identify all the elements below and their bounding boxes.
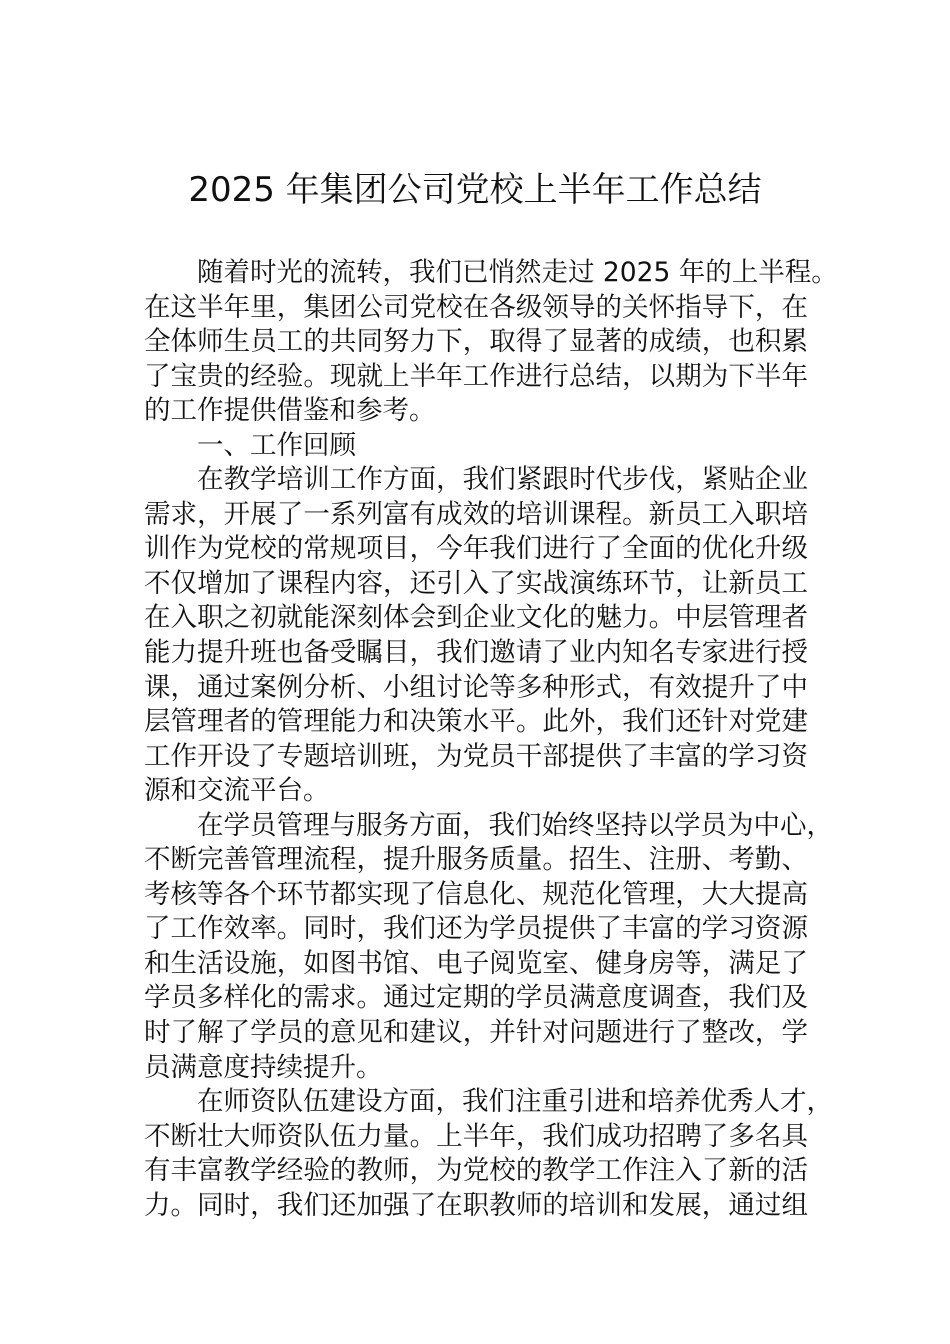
body-text-line: 随着时光的流转，我们已悄然走过 2025 年的上半程。 [197, 257, 838, 288]
body-text-line: 全体师生员工的共同努力下，取得了显著的成绩，也积累 [144, 326, 808, 358]
body-text-line: 的工作提供借鉴和参考。 [144, 395, 436, 427]
body-text-line: 课，通过案例分析、小组讨论等多种形式，有效提升了中 [144, 671, 808, 703]
body-text-line: 一、工作回顾 [197, 429, 356, 461]
body-text-line: 在这半年里，集团公司党校在各级领导的关怀指导下，在 [144, 291, 808, 323]
body-text-line: 源和交流平台。 [144, 775, 330, 807]
body-text-line: 不断完善管理流程，提升服务质量。招生、注册、考勤、 [144, 844, 808, 876]
body-text-line: 不仅增加了课程内容，还引入了实战演练环节，让新员工 [144, 567, 808, 599]
body-text-line: 在师资队伍建设方面，我们注重引进和培养优秀人才， [197, 1086, 833, 1118]
body-text-line: 需求，开展了一系列富有成效的培训课程。新员工入职培 [144, 498, 808, 530]
body-text-line: 能力提升班也备受瞩目，我们邀请了业内知名专家进行授 [144, 637, 808, 669]
body-text-line: 力。同时，我们还加强了在职教师的培训和发展，通过组 [144, 1189, 808, 1221]
body-text-line: 层管理者的管理能力和决策水平。此外，我们还针对党建 [144, 706, 808, 738]
body-text-line: 有丰富教学经验的教师，为党校的教学工作注入了新的活 [144, 1155, 808, 1187]
body-text-line: 员满意度持续提升。 [144, 1051, 383, 1083]
body-text-line: 考核等各个环节都实现了信息化、规范化管理，大大提高 [144, 878, 808, 910]
body-text-line: 在入职之初就能深刻体会到企业文化的魅力。中层管理者 [144, 602, 808, 634]
body-text-line: 工作开设了专题培训班，为党员干部提供了丰富的学习资 [144, 740, 808, 772]
body-text-line: 了工作效率。同时，我们还为学员提供了丰富的学习资源 [144, 913, 808, 945]
body-text-line: 不断壮大师资队伍力量。上半年，我们成功招聘了多名具 [144, 1120, 808, 1152]
document-title: 2025 年集团公司党校上半年工作总结 [188, 170, 762, 210]
body-text-line: 了宝贵的经验。现就上半年工作进行总结，以期为下半年 [144, 360, 808, 392]
body-text-line: 在教学培训工作方面，我们紧跟时代步伐，紧贴企业 [197, 464, 808, 496]
body-text-line: 训作为党校的常规项目，今年我们进行了全面的优化升级 [144, 533, 808, 565]
body-text-line: 时了解了学员的意见和建议，并针对问题进行了整改，学 [144, 1017, 808, 1049]
body-text-line: 和生活设施，如图书馆、电子阅览室、健身房等，满足了 [144, 947, 808, 979]
document-body [144, 256, 838, 1223]
body-text-line: 学员多样化的需求。通过定期的学员满意度调查，我们及 [144, 982, 808, 1014]
body-text-line: 在学员管理与服务方面，我们始终坚持以学员为中心， [197, 809, 833, 841]
